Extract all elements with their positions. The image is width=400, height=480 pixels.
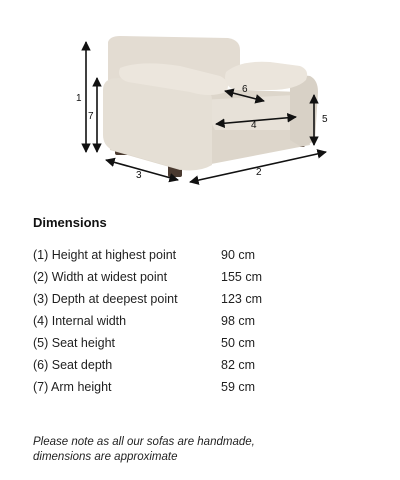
- dimension-label: (3) Depth at deepest point: [33, 292, 178, 306]
- dimension-value: 50 cm: [221, 336, 256, 350]
- dimension-row: [33, 266, 333, 288]
- marker-5: 5: [322, 114, 328, 125]
- note-line-1: Please note as all our sofas are handmade,: [33, 436, 255, 448]
- armchair-diagram: [0, 0, 400, 200]
- marker-3: 3: [136, 170, 142, 181]
- dimension-label: (7) Arm height: [33, 380, 112, 394]
- dimension-row: [33, 354, 333, 376]
- armchair-body: [103, 36, 318, 170]
- marker-4: 4: [251, 120, 257, 131]
- dimension-value: 155 cm: [221, 270, 262, 284]
- dimensions-list: [33, 244, 333, 398]
- dimensions-heading: Dimensions: [33, 215, 107, 230]
- dimension-label: (1) Height at highest point: [33, 248, 177, 262]
- dimension-value: 98 cm: [221, 314, 256, 328]
- dimension-value: 90 cm: [221, 248, 256, 262]
- note-line-2: dimensions are approximate: [33, 451, 178, 463]
- dimension-label: (4) Internal width: [33, 314, 127, 328]
- dimension-row: [33, 376, 333, 398]
- dimension-row: [33, 244, 333, 266]
- marker-7: 7: [88, 111, 94, 122]
- marker-6: 6: [242, 84, 248, 95]
- dimension-label: (2) Width at widest point: [33, 270, 168, 284]
- marker-1: 1: [76, 93, 82, 104]
- handmade-note: [33, 435, 373, 465]
- dimension-row: [33, 310, 333, 332]
- dimension-label: (5) Seat height: [33, 336, 115, 350]
- marker-2: 2: [256, 167, 262, 178]
- dimension-label: (6) Seat depth: [33, 358, 113, 372]
- dimension-value: 123 cm: [221, 292, 262, 306]
- dimension-row: [33, 288, 333, 310]
- dimension-row: [33, 332, 333, 354]
- dimension-value: 82 cm: [221, 358, 256, 372]
- dimension-value: 59 cm: [221, 380, 256, 394]
